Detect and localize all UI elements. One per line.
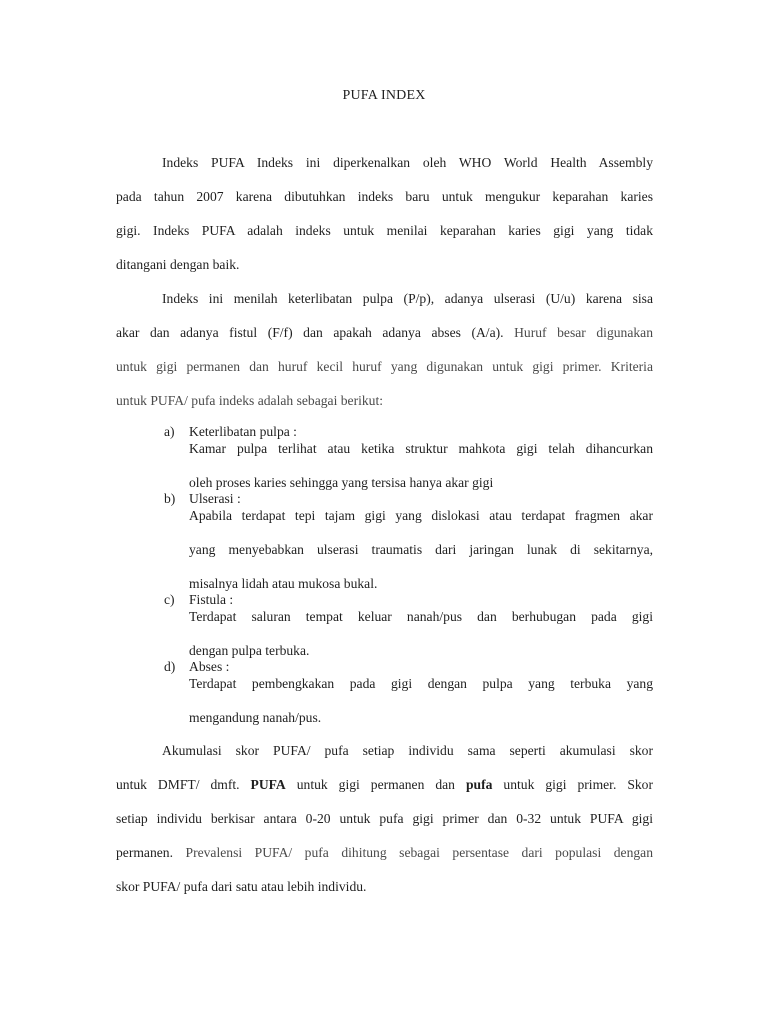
text-segment: akar dan adanya fistul (F/f) dan apakah adanya abses (A/a).: [116, 325, 504, 340]
text-line: [116, 843, 653, 877]
list-item-heading: Abses :: [189, 659, 230, 674]
list-item-body: [189, 506, 653, 608]
text-line: pada tahun 2007 karena dibutuhkan indeks baru untuk mengukur keparahan karies: [116, 189, 653, 204]
list-marker: c): [164, 592, 175, 607]
text-line: Apabila terdapat tepi tajam gigi yang dislokasi atau terdapat fragmen akar: [189, 508, 653, 523]
list-item-body: [189, 607, 653, 675]
text-segment: Prevalensi PUFA/ pufa dihitung sebagai persentase dari populasi dengan: [185, 845, 653, 860]
text-line: setiap individu berkisar antara 0-20 untuk pufa gigi primer dan 0-32 untuk PUFA gigi: [116, 811, 653, 826]
text-segment: permanen.: [116, 845, 173, 860]
text-line: oleh proses karies sehingga yang tersisa hanya akar gigi: [189, 475, 494, 490]
list-item-heading: Fistula :: [189, 592, 234, 607]
text-segment: Huruf besar digunakan: [514, 325, 653, 340]
text-line: Indeks PUFA Indeks ini diperkenalkan oleh WHO World Health Assembly: [162, 155, 653, 170]
text-line: misalnya lidah atau mukosa bukal.: [189, 576, 378, 591]
text-line: dengan pulpa terbuka.: [189, 643, 310, 658]
text-line: [116, 323, 653, 357]
paragraph-scoring: [116, 741, 653, 911]
text-line: Terdapat pembengkakan pada gigi dengan pulpa yang terbuka yang: [189, 676, 653, 691]
paragraph-intro: [116, 153, 653, 289]
text-line: Indeks ini menilah keterlibatan pulpa (P/p), adanya ulserasi (U/u) karena sisa: [162, 291, 653, 306]
list-item-body: [189, 439, 653, 507]
text-line: gigi. Indeks PUFA adalah indeks untuk menilai keparahan karies gigi yang tidak: [116, 223, 653, 238]
text-line: yang menyebabkan ulserasi traumatis dari jaringan lunak di sekitarnya,: [189, 542, 653, 557]
list-marker: d): [164, 659, 176, 674]
text-line: skor PUFA/ pufa dari satu atau lebih individu.: [116, 879, 367, 894]
list-marker: b): [164, 491, 176, 506]
list-marker: a): [164, 424, 175, 439]
text-line: untuk PUFA/ pufa indeks adalah sebagai berikut:: [116, 393, 384, 408]
list-item-body: [189, 674, 653, 742]
bold-term: pufa: [465, 777, 493, 792]
text-segment: untuk DMFT/ dmft.: [116, 777, 240, 792]
text-line: Kamar pulpa terlihat atau ketika struktur mahkota gigi telah dihancurkan: [189, 441, 653, 456]
text-line: [116, 775, 653, 809]
text-segment: untuk gigi primer. Skor: [503, 777, 653, 792]
paragraph-criteria: [116, 289, 653, 425]
text-line: Terdapat saluran tempat keluar nanah/pus dan berhubugan pada gigi: [189, 609, 653, 624]
text-segment: untuk gigi permanen dan: [296, 777, 455, 792]
page-title: PUFA INDEX: [342, 88, 426, 103]
list-item-heading: Keterlibatan pulpa :: [189, 424, 297, 439]
list-item-heading: Ulserasi :: [189, 491, 241, 506]
text-line: Akumulasi skor PUFA/ pufa setiap individu sama seperti akumulasi skor: [162, 743, 653, 758]
text-line: ditangani dengan baik.: [116, 257, 240, 272]
bold-term: PUFA: [250, 777, 286, 792]
text-line: untuk gigi permanen dan huruf kecil huruf yang digunakan untuk gigi primer. Kriteria: [116, 359, 653, 374]
text-line: mengandung nanah/pus.: [189, 710, 322, 725]
